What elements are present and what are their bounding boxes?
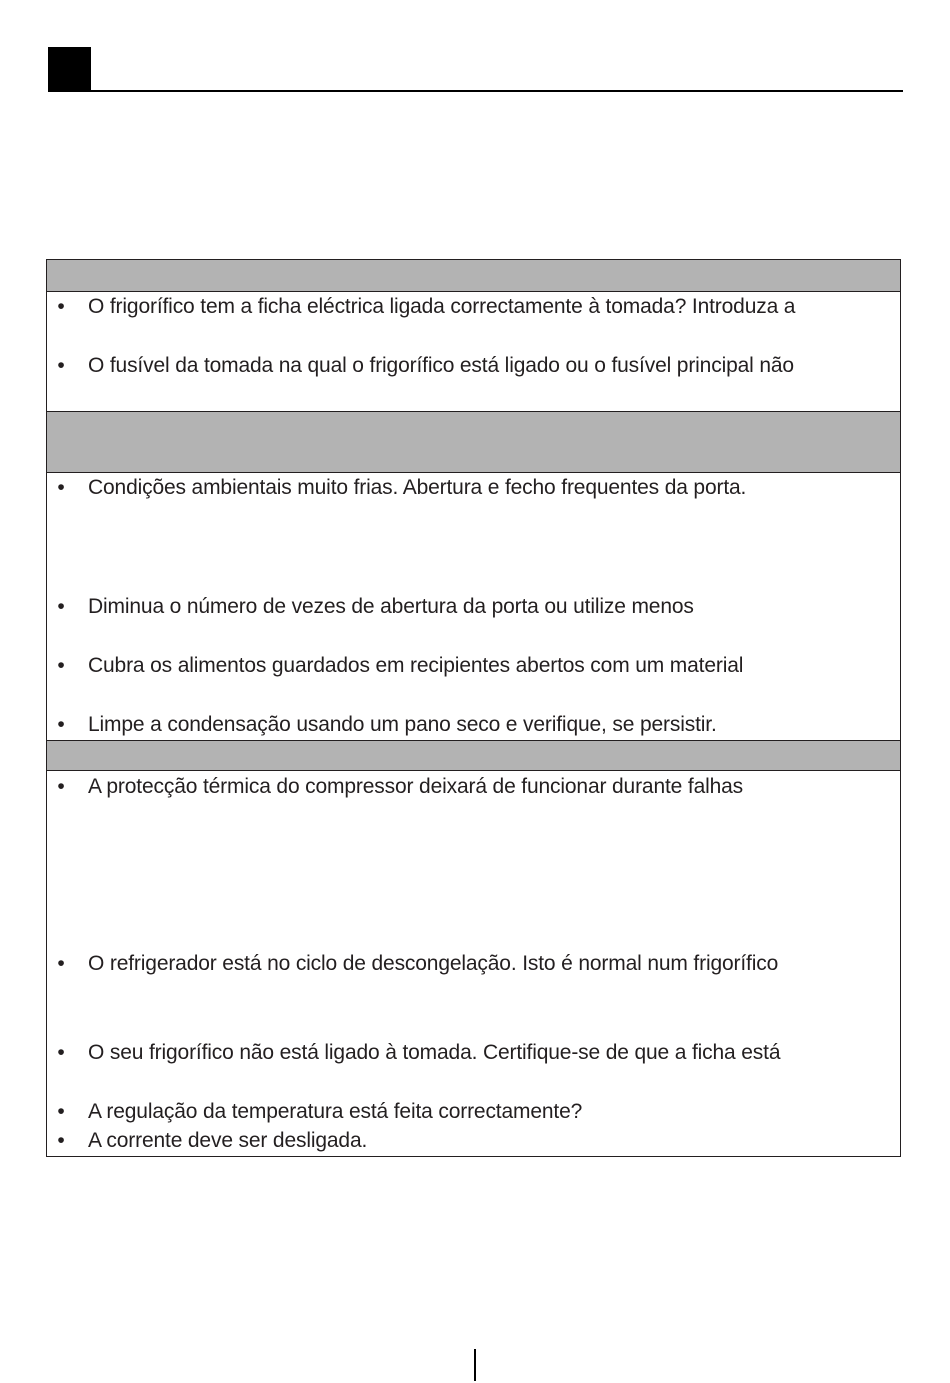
item-text: O seu frigorífico não está ligado à tomada. Certifique-se de que a ficha está (88, 1041, 781, 1064)
section-marker-block (48, 47, 91, 91)
list-item (47, 294, 900, 320)
header-rule (48, 90, 903, 92)
list-item (47, 1128, 900, 1154)
list-item (47, 951, 900, 977)
bullet: • (57, 1100, 65, 1123)
list-item (47, 1040, 900, 1066)
item-text: Limpe a condensação usando um pano seco e verifique, se persistir. (88, 713, 717, 736)
item-text: A regulação da temperatura está feita correctamente? (88, 1100, 583, 1123)
page-number-divider (474, 1349, 476, 1381)
bullet: • (57, 295, 65, 318)
bullet: • (57, 1129, 65, 1152)
item-text: O frigorífico tem a ficha eléctrica ligada correctamente à tomada? Introduza a (88, 295, 796, 318)
item-text: Diminua o número de vezes de abertura da porta ou utilize menos (88, 595, 694, 618)
list-item (47, 1099, 900, 1125)
list-item (47, 475, 900, 501)
item-text: A corrente deve ser desligada. (88, 1129, 368, 1152)
section-2-header (47, 412, 900, 473)
section-1-body (47, 292, 900, 412)
bullet: • (57, 775, 65, 798)
item-text: A protecção térmica do compressor deixará de funcionar durante falhas (88, 775, 744, 798)
list-item (47, 594, 900, 620)
section-2-body (47, 473, 900, 741)
bullet: • (57, 354, 65, 377)
bullet: • (57, 1041, 65, 1064)
item-text: Cubra os alimentos guardados em recipientes abertos com um material (88, 654, 744, 677)
list-item (47, 653, 900, 679)
section-1-header (47, 260, 900, 292)
list-item (47, 774, 900, 800)
bullet: • (57, 952, 65, 975)
item-text: O refrigerador está no ciclo de descongelação. Isto é normal num frigorífico (88, 952, 779, 975)
list-item (47, 712, 900, 738)
bullet: • (57, 595, 65, 618)
troubleshooting-table (46, 259, 901, 1157)
item-text: O fusível da tomada na qual o frigorífico está ligado ou o fusível principal não (88, 354, 794, 377)
list-item (47, 353, 900, 379)
section-3-header (47, 741, 900, 771)
bullet: • (57, 654, 65, 677)
item-text: Condições ambientais muito frias. Abertura e fecho frequentes da porta. (88, 476, 747, 499)
bullet: • (57, 476, 65, 499)
section-3-body (47, 771, 900, 1156)
bullet: • (57, 713, 65, 736)
